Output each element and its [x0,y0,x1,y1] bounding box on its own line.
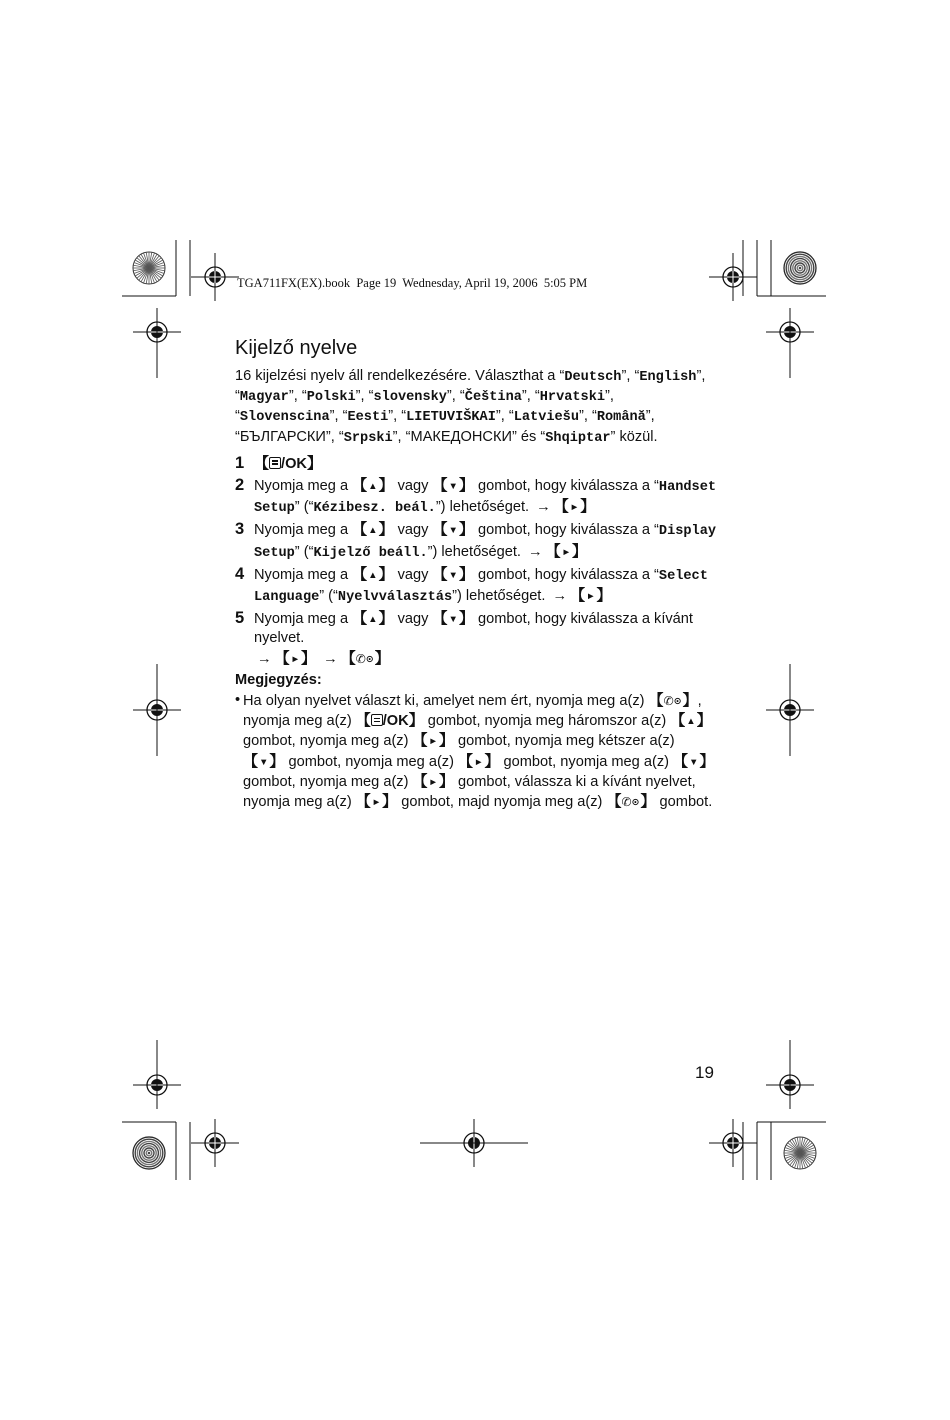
up-arrow-icon: ▲ [368,525,378,537]
section-title: Kijelző nyelve [235,337,358,359]
step-text: gombot, hogy kiválassza a “ [473,566,659,583]
step-number: 4 [235,564,245,583]
off-key: 【✆⊙】 [341,651,390,667]
off-key: 【✆⊙】 [649,693,698,709]
right-key: 【►】 [413,733,454,749]
menu-item-name: Handset Setup [254,480,717,517]
language-option: Slovenscina [239,410,330,426]
language-option: Polski [306,390,356,406]
language-option: Română [596,410,646,426]
menu-ok-key: 【 /OK】 [355,712,424,730]
right-arrow-icon: ► [371,797,382,809]
step-number: 1 [235,453,245,472]
up-arrow-icon: ▲ [686,716,696,728]
note-text: gombot. [655,794,713,811]
step-text: gombot, hogy kiválassza a “ [473,478,659,495]
right-arrow-icon: ► [474,756,484,768]
step-number: 3 [235,520,245,539]
page-number: 19 [695,1063,714,1082]
language-option: Latviešu [513,410,579,426]
step-list [235,454,720,669]
step-text: ”) lehetőséget. [452,588,546,605]
note-paragraph [235,691,720,812]
down-key: 【▼】 [673,754,714,770]
step-text: gombot, hogy kiválassza a “ [473,522,659,539]
content-body [235,367,720,812]
step-2 [235,476,720,518]
note-text: gombot, válassza ki a kívánt nyelvet, nyomja meg a(z) [243,773,696,811]
right-key: 【►】 [413,774,454,790]
color-bullseye [133,1137,165,1169]
color-starburst [133,252,165,284]
registration-target [709,253,757,301]
menu-item-name: Display Setup [254,524,717,561]
menu-item-local-name: Kézibesz. beál. [313,501,436,517]
right-arrow-icon: ► [586,591,596,603]
note-title: Megjegyzés: [235,671,322,688]
bullet-marker: • [235,692,241,709]
note-text: gombot, nyomja meg a(z) [243,733,413,750]
right-arrow-icon: ► [428,776,438,788]
right-key: 【►】 [546,544,587,560]
registration-target [191,1119,239,1167]
down-key: 【▼】 [243,754,284,770]
language-option: slovensky [373,390,447,406]
language-option: Deutsch [564,370,622,385]
up-key: 【▲】 [352,522,393,538]
step-5 [235,609,720,669]
language-option: Srpski [343,430,393,446]
down-arrow-icon: ▼ [448,569,458,581]
right-key: 【►】 [356,794,397,810]
step-text: vagy [393,478,433,495]
menu-icon [371,714,383,726]
step-text: vagy [393,611,433,628]
power-symbol: ⊙ [673,696,682,708]
step-4 [235,565,720,607]
power-symbol: ⊙ [365,653,374,665]
language-option: Magyar [239,390,289,406]
right-key: 【►】 [570,588,611,604]
right-key: 【►】 [458,754,499,770]
up-arrow-icon: ▲ [368,614,378,626]
step-text: Nyomja meg a [254,478,353,495]
intro-lead: 16 kijelzési nyelv áll rendelkezésére. Választhat a [235,368,560,384]
language-option: БЪЛГАРСКИ [239,428,326,445]
note-text: gombot, nyomja meg a(z) [284,753,459,770]
down-arrow-icon: ▼ [448,614,458,626]
language-option: Eesti [347,410,389,426]
step-3 [235,520,720,562]
off-key: 【✆⊙】 [606,794,655,810]
step-1 [235,454,720,474]
language-option: Čeština [464,390,522,406]
step-text: gombot, hogy kiválassza a kívánt nyelvet. [254,611,693,647]
right-arrow-icon: ► [569,502,580,514]
arrow-icon: → [257,650,272,667]
step-text: vagy [393,522,433,539]
menu-item-name: Select Language [254,568,708,606]
up-key: 【▲】 [352,567,393,583]
step-number: 2 [235,476,245,495]
down-key: 【▼】 [433,567,474,583]
note-text: , nyomja meg a(z) [243,693,702,730]
down-arrow-icon: ▼ [259,756,269,768]
menu-icon [269,457,281,469]
color-starburst [784,1137,816,1169]
intro-connector: és [520,428,537,445]
right-arrow-icon: ► [290,653,301,665]
step-text: Nyomja meg a [254,566,353,583]
step-text: ” (“ [294,499,314,516]
step-number: 5 [235,609,245,628]
language-option: LIETUVIŠKAI [406,410,496,426]
note-text: gombot, nyomja meg kétszer a(z) [453,733,675,750]
language-option: English [639,370,697,385]
step-text: ”) lehetőséget. [427,543,521,560]
note-text: gombot, nyomja meg a(z) [499,753,674,770]
up-key: 【▲】 [352,478,393,494]
right-arrow-icon: ► [561,546,572,558]
down-key: 【▼】 [433,478,474,494]
step-text: Nyomja meg a [254,522,353,539]
step-text: ”) lehetőséget. [435,499,530,516]
step-text: ” (“ [319,588,338,605]
note-text: Ha olyan nyelvet választ ki, amelyet nem ért, nyomja meg a(z) [243,693,649,710]
arrow-icon: → [323,650,338,667]
menu-item-local-name: Kijelző beáll. [313,545,428,561]
step-text: ” (“ [294,543,314,560]
intro-tail: közül. [619,428,658,445]
up-arrow-icon: ▲ [368,481,378,493]
off-hook-power-icon: ✆ [663,694,673,709]
registration-target [191,253,239,301]
intro-paragraph: 16 kijelzési nyelv áll rendelkezésére. Választhat a “Deutsch”, “English”, “Magyar”, “Polski”, “slovensky”, “Čeština”, “Hrvatski”, “Slovenscina”, “Eesti”, “LIETUVIŠKAI”, “Latviešu”, “Română”, “БЪЛГАРСКИ”, “Srpski”, “МАКЕДОНСКИ” és “Shqiptar” közül. [235,368,706,446]
power-symbol: ⊙ [631,797,640,809]
menu-item-local-name: Nyelvválasztás [337,590,453,606]
arrow-icon: → [536,499,551,516]
down-key: 【▼】 [433,611,474,627]
down-arrow-icon: ▼ [448,481,458,493]
down-key: 【▼】 [433,522,474,538]
step-text: Nyomja meg a [254,611,353,628]
down-arrow-icon: ▼ [448,525,458,537]
up-key: 【▲】 [352,611,393,627]
right-arrow-icon: ► [428,736,438,748]
running-head: TGA711FX(EX).book Page 19 Wednesday, April 19, 2006 5:05 PM [237,276,588,290]
up-arrow-icon: ▲ [368,569,378,581]
registration-target [709,1119,757,1167]
step-text: vagy [393,566,433,583]
right-key: 【►】 [275,651,316,667]
arrow-icon: → [552,588,568,605]
ok-label: /OK [382,713,409,730]
language-option: МАКЕДОНСКИ [410,428,512,445]
off-hook-power-icon: ✆ [355,651,365,666]
language-option: Hrvatski [539,390,606,406]
off-hook-power-icon: ✆ [621,795,631,810]
down-arrow-icon: ▼ [689,756,699,768]
note-text: gombot, majd nyomja meg a(z) [397,794,607,811]
right-key: 【►】 [554,499,595,515]
note-text: gombot, nyomja meg háromszor a(z) [423,713,671,730]
color-bullseye [784,252,816,284]
language-option: Shqiptar [545,430,611,446]
note-text: gombot, nyomja meg a(z) [243,773,413,790]
up-key: 【▲】 [670,713,711,729]
menu-ok-key: 【 /OK】 [254,454,322,472]
arrow-icon: → [528,543,543,560]
